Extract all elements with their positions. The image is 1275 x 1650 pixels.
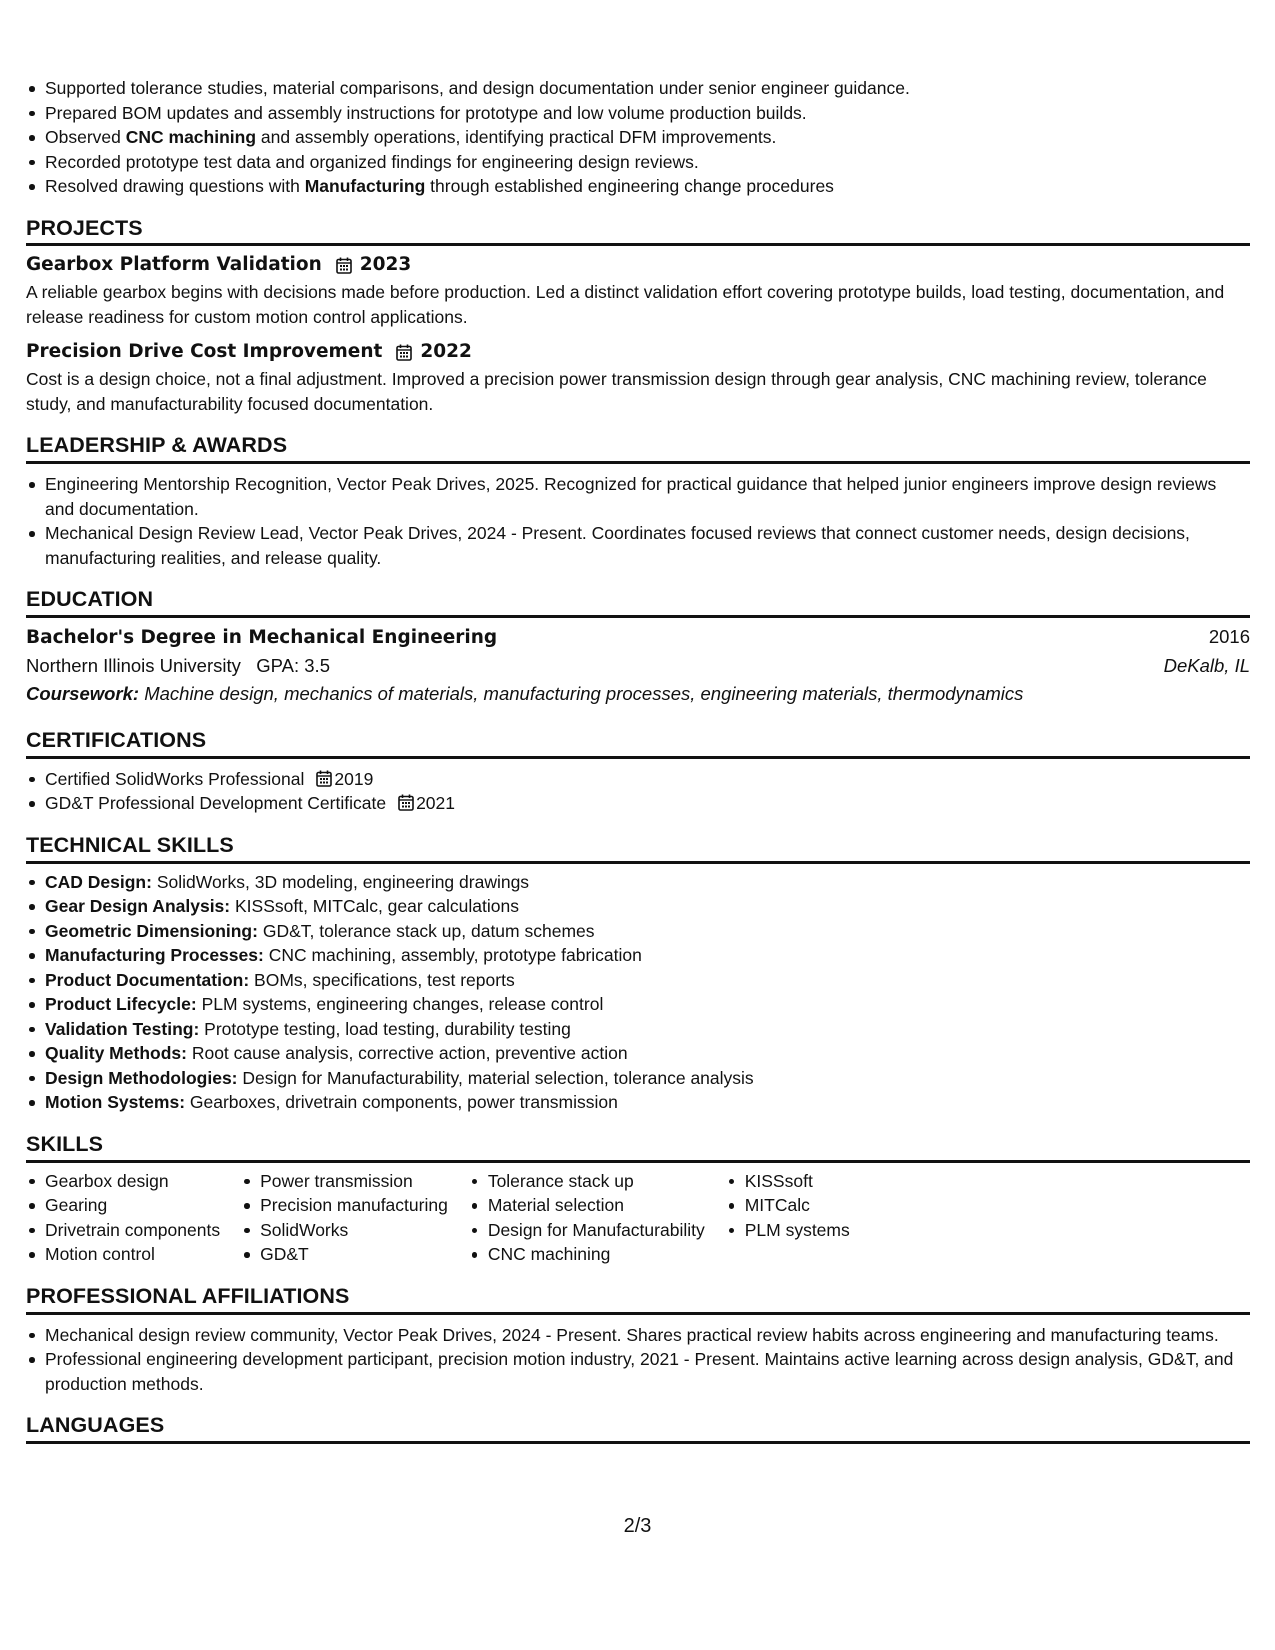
section-title: EDUCATION — [26, 586, 1250, 618]
certification-name: Certified SolidWorks Professional — [45, 768, 305, 789]
skill-item: PLM systems — [726, 1218, 850, 1243]
technical-skill-item — [26, 968, 1250, 993]
technical-skill-item — [26, 943, 1250, 968]
project-name: Precision Drive Cost Improvement — [26, 341, 383, 363]
calendar-icon — [396, 344, 412, 361]
skill-item: Motion control — [26, 1242, 220, 1267]
skill-item: SolidWorks — [241, 1218, 448, 1243]
section-title: CERTIFICATIONS — [26, 727, 1250, 759]
skills-column — [726, 1169, 850, 1267]
skill-category: Manufacturing Processes: — [45, 945, 264, 966]
experience-bullets — [26, 76, 1250, 199]
bullet-keyword: CNC machining — [125, 127, 257, 147]
skill-category: Design Methodologies: — [45, 1067, 238, 1088]
skill-item: GD&T — [241, 1242, 448, 1267]
skill-category: Motion Systems: — [45, 1092, 186, 1113]
technical-skill-item — [26, 992, 1250, 1017]
skill-item: Precision manufacturing — [241, 1193, 448, 1218]
skill-item: MITCalc — [726, 1193, 850, 1218]
education-section — [26, 586, 1250, 707]
affiliation-item: Mechanical design review community, Vector Peak Drives, 2024 - Present. Shares practical review habits across engineering and manufacturing teams. — [26, 1323, 1250, 1348]
projects-section — [26, 215, 1250, 417]
bullet-text: through established engineering change procedures — [425, 176, 834, 196]
skill-category: Validation Testing: — [45, 1018, 200, 1039]
skills-column — [26, 1169, 220, 1267]
affiliations-section — [26, 1283, 1250, 1396]
project-item — [26, 252, 1250, 329]
experience-bullet — [26, 150, 1250, 175]
education-degree: Bachelor's Degree in Mechanical Engineering — [26, 627, 498, 649]
bullet-keyword: Manufacturing — [304, 176, 426, 196]
bullet-text: Supported tolerance studies, material comparisons, and design documentation under senior engineer guidance. — [45, 78, 910, 98]
certifications-section — [26, 727, 1250, 816]
technical-skill-item — [26, 919, 1250, 944]
education-year: 2016 — [1208, 626, 1250, 648]
technical-skills-section — [26, 832, 1250, 1115]
skill-values: Design for Manufacturability, material selection, tolerance analysis — [242, 1067, 754, 1088]
bullet-text: and assembly operations, identifying practical DFM improvements. — [256, 127, 777, 147]
skill-category: Product Documentation: — [45, 969, 250, 990]
calendar-icon — [316, 770, 332, 787]
experience-bullet — [26, 125, 1250, 150]
page-number: 2/3 — [623, 1515, 652, 1537]
bullet-text: Resolved drawing questions with — [45, 176, 305, 196]
bullet-text: Recorded prototype test data and organized findings for engineering design reviews. — [45, 151, 699, 172]
technical-skill-item — [26, 1017, 1250, 1042]
project-item — [26, 339, 1250, 416]
skill-item: Drivetrain components — [26, 1218, 220, 1243]
coursework-label: Coursework: — [26, 682, 140, 704]
project-name: Gearbox Platform Validation — [26, 254, 322, 276]
skills-column — [469, 1169, 705, 1267]
section-title: SKILLS — [26, 1131, 1250, 1163]
bullet-text: Observed — [45, 127, 126, 147]
skill-item: KISSsoft — [726, 1169, 850, 1194]
languages-section — [26, 1412, 1250, 1444]
certification-item — [26, 791, 1250, 816]
skill-item: Tolerance stack up — [469, 1169, 705, 1194]
project-description: A reliable gearbox begins with decisions made before production. Led a distinct validation effort covering prototype builds, load testing, documentation, and release readiness for custom motion control applications. — [26, 282, 1225, 327]
skills-section — [26, 1131, 1250, 1267]
leadership-section — [26, 432, 1250, 570]
skill-item: CNC machining — [469, 1242, 705, 1267]
skill-item: Design for Manufacturability — [469, 1218, 705, 1243]
skill-item: Power transmission — [241, 1169, 448, 1194]
skill-values: GD&T, tolerance stack up, datum schemes — [262, 920, 595, 941]
technical-skill-item — [26, 1041, 1250, 1066]
certification-year: 2021 — [416, 793, 456, 814]
skill-values: Gearboxes, drivetrain components, power transmission — [189, 1092, 618, 1113]
skill-values: Prototype testing, load testing, durability testing — [204, 1018, 571, 1039]
skill-values: Root cause analysis, corrective action, preventive action — [191, 1043, 628, 1064]
education-gpa: GPA: 3.5 — [256, 654, 330, 676]
leadership-item: Engineering Mentorship Recognition, Vector Peak Drives, 2025. Recognized for practical guidance that helped junior engineers improve design reviews and documentation. — [26, 472, 1250, 521]
certification-item — [26, 767, 1250, 792]
skills-column — [241, 1169, 448, 1267]
certification-year: 2019 — [334, 768, 374, 789]
experience-bullet — [26, 174, 1250, 199]
skill-item: Gearing — [26, 1193, 220, 1218]
skill-values: SolidWorks, 3D modeling, engineering drawings — [156, 871, 530, 892]
skill-category: Quality Methods: — [45, 1043, 187, 1064]
skill-category: Product Lifecycle: — [45, 994, 197, 1015]
skill-category: Gear Design Analysis: — [45, 896, 231, 917]
skill-values: PLM systems, engineering changes, release control — [201, 994, 604, 1015]
skill-values: CNC machining, assembly, prototype fabrication — [268, 945, 642, 966]
calendar-icon — [398, 794, 414, 811]
technical-skill-item — [26, 894, 1250, 919]
skill-category: Geometric Dimensioning: — [45, 920, 258, 941]
skill-values: KISSsoft, MITCalc, gear calculations — [235, 896, 519, 917]
resume-page — [26, 76, 1250, 1448]
calendar-icon — [336, 257, 352, 274]
project-year: 2023 — [359, 254, 412, 276]
experience-bullet — [26, 76, 1250, 101]
certification-name: GD&T Professional Development Certificate — [45, 793, 387, 814]
project-year: 2022 — [420, 341, 472, 363]
skill-item: Material selection — [469, 1193, 705, 1218]
technical-skill-item — [26, 870, 1250, 895]
technical-skill-item — [26, 1090, 1250, 1115]
affiliation-item: Professional engineering development participant, precision motion industry, 2021 - Present. Maintains active learning across design analysis, GD&T, and production methods. — [26, 1347, 1250, 1396]
section-title: PROJECTS — [26, 215, 1250, 247]
education-location: DeKalb, IL — [1163, 654, 1250, 676]
project-description: Cost is a design choice, not a final adjustment. Improved a precision power transmission design through gear analysis, CNC machining review, tolerance study, and manufacturability focused documentation. — [26, 369, 1207, 414]
experience-bullet — [26, 101, 1250, 126]
education-school: Northern Illinois University — [26, 654, 241, 676]
coursework-list: Machine design, mechanics of materials, manufacturing processes, engineering materials, thermodynamics — [144, 682, 1024, 704]
technical-skill-item — [26, 1066, 1250, 1091]
section-title: LEADERSHIP & AWARDS — [26, 432, 1250, 464]
section-title: TECHNICAL SKILLS — [26, 832, 1250, 864]
section-title: PROFESSIONAL AFFILIATIONS — [26, 1283, 1250, 1315]
skill-item: Gearbox design — [26, 1169, 220, 1194]
skill-category: CAD Design: — [45, 871, 152, 892]
skill-values: BOMs, specifications, test reports — [254, 969, 515, 990]
leadership-item: Mechanical Design Review Lead, Vector Peak Drives, 2024 - Present. Coordinates focused reviews that connect customer needs, design decisions, manufacturing realities, and release quality. — [26, 521, 1250, 570]
bullet-text: Prepared BOM updates and assembly instructions for prototype and low volume production builds. — [45, 102, 807, 123]
section-title: LANGUAGES — [26, 1412, 1250, 1444]
